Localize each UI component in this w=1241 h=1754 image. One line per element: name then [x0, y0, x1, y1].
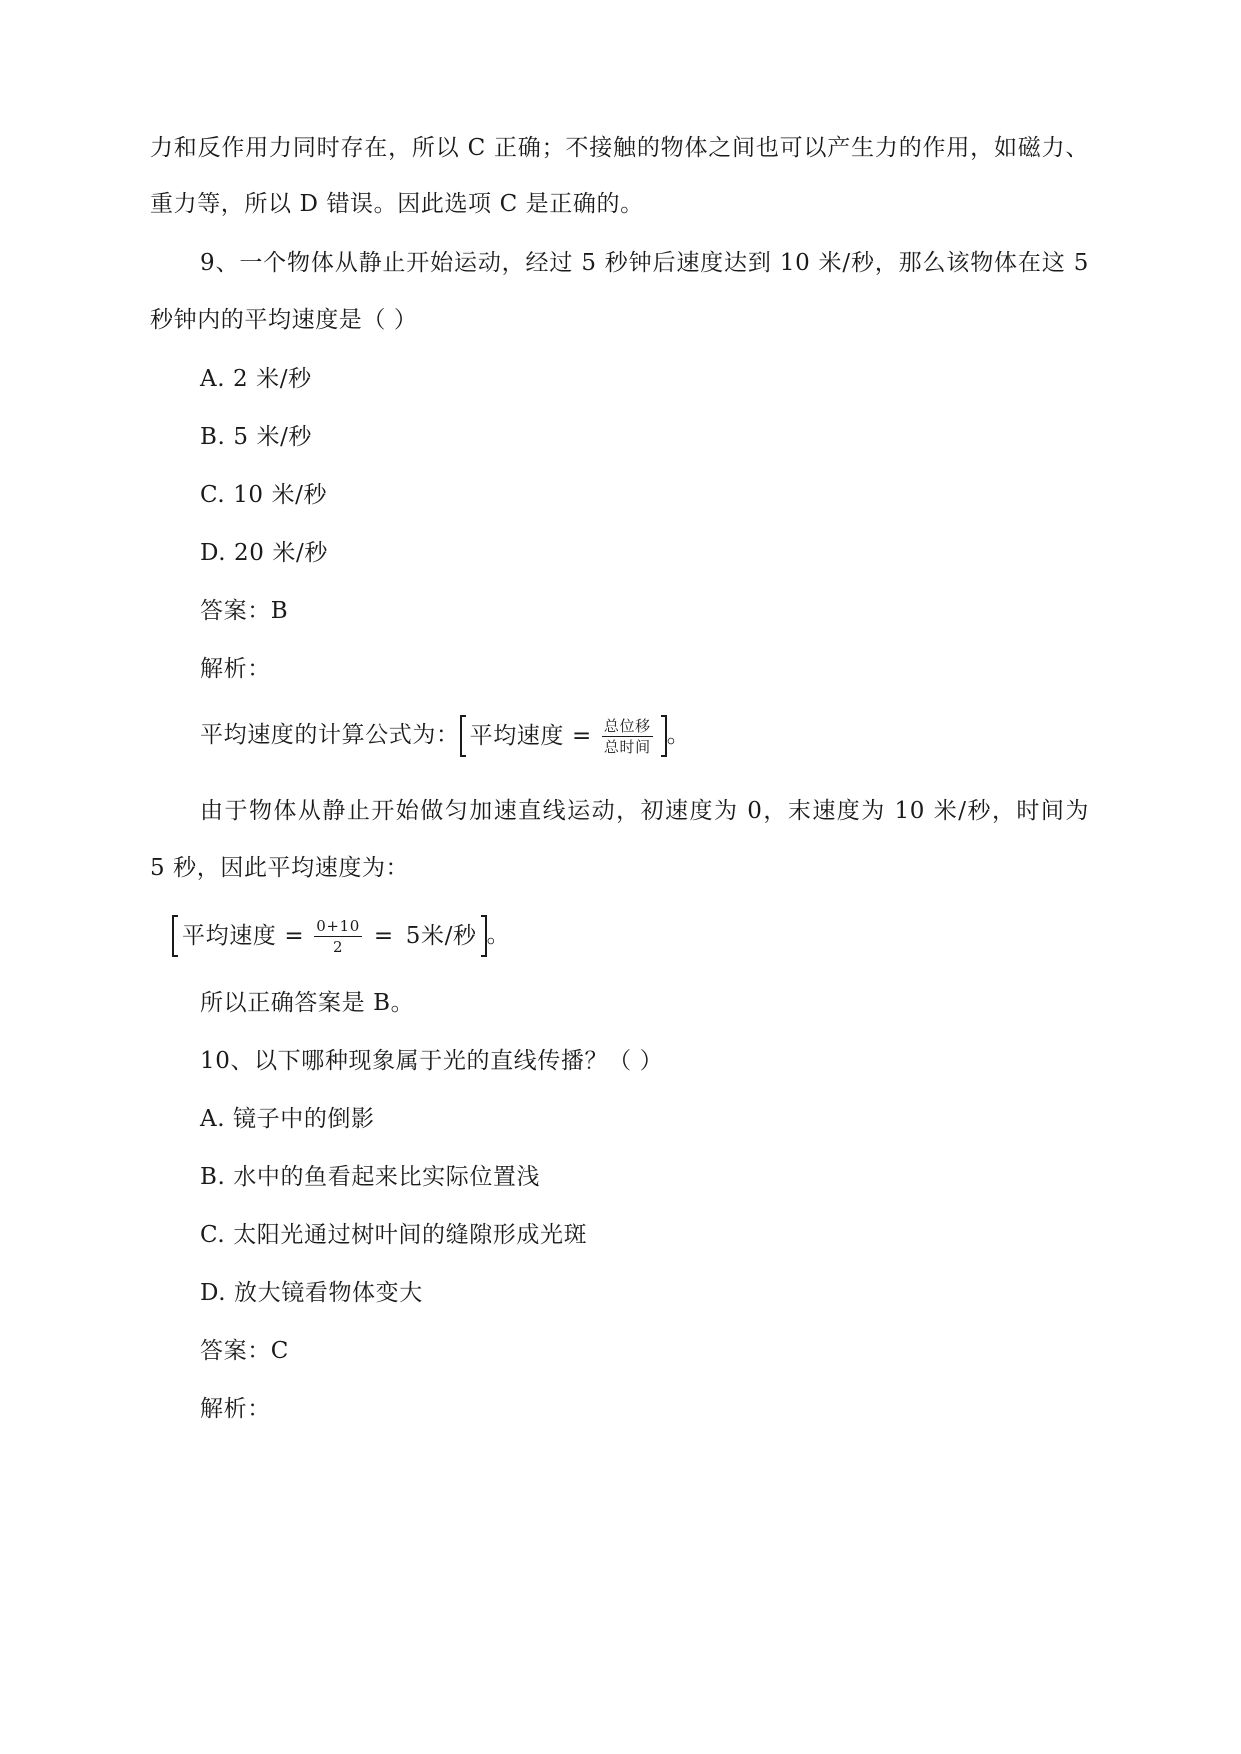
- q9-conclusion: 所以正确答案是 B。: [200, 990, 415, 1016]
- average-speed-formula: [460, 714, 667, 758]
- fraction-denominator: 总时间: [603, 737, 651, 756]
- equals-sign-2: =: [373, 923, 394, 949]
- q9-option-d: D. 20 米/秒: [200, 540, 328, 566]
- fraction: [602, 717, 653, 756]
- formula-end-mark: 。: [666, 722, 691, 748]
- equals-sign: =: [284, 923, 305, 949]
- q10-stem: 10、以下哪种现象属于光的直线传播？（ ）: [200, 1048, 664, 1074]
- prev-analysis-line-2: 重力等，所以 D 错误。因此选项 C 是正确的。: [150, 191, 644, 217]
- formula-lhs: 平均速度: [182, 923, 277, 949]
- formula-result: 5米/秒: [405, 923, 477, 949]
- formula-end-mark: 。: [486, 922, 511, 948]
- average-speed-calculation: [172, 914, 487, 958]
- q10-analysis-label: 解析：: [200, 1396, 271, 1422]
- left-bracket: [172, 915, 178, 957]
- q9-formula-line-1: [200, 713, 690, 758]
- equals-sign: =: [572, 723, 592, 749]
- fraction-numerator: 总位移: [603, 716, 651, 735]
- q9-reason-line-2: 5 秒，因此平均速度为：: [150, 855, 410, 881]
- q9-stem-line-1: 9、一个物体从静止开始运动，经过 5 秒钟后速度达到 10 米/秒，那么该物体在这 5: [200, 250, 1089, 276]
- q10-option-b: B. 水中的鱼看起来比实际位置浅: [200, 1164, 541, 1190]
- q10-answer: 答案：C: [200, 1338, 289, 1364]
- formula-lhs: 平均速度: [469, 723, 565, 749]
- left-bracket: [460, 715, 466, 757]
- q9-option-c: C. 10 米/秒: [200, 482, 328, 508]
- q9-option-b: B. 5 米/秒: [200, 424, 313, 450]
- q9-reason-line-1: 由于物体从静止开始做匀加速直线运动，初速度为 0，末速度为 10 米/秒，时间为: [200, 798, 1089, 824]
- q9-answer: 答案：B: [200, 598, 289, 624]
- q9-analysis-label: 解析：: [200, 656, 271, 682]
- q9-stem-line-2: 秒钟内的平均速度是（ ）: [150, 307, 418, 333]
- q10-option-c: C. 太阳光通过树叶间的缝隙形成光斑: [200, 1222, 588, 1248]
- q9-option-a: A. 2 米/秒: [200, 366, 312, 392]
- fraction: [314, 917, 362, 956]
- q9-formula-line-2: [172, 913, 510, 958]
- q10-option-a: A. 镜子中的倒影: [200, 1106, 375, 1132]
- formula-intro: 平均速度的计算公式为：: [200, 722, 460, 748]
- fraction-denominator: 2: [333, 937, 344, 956]
- q10-option-d: D. 放大镜看物体变大: [200, 1280, 423, 1306]
- fraction-numerator: 0+10: [316, 916, 360, 935]
- prev-analysis-line-1: 力和反作用力同时存在，所以 C 正确；不接触的物体之间也可以产生力的作用，如磁力、: [150, 135, 1089, 161]
